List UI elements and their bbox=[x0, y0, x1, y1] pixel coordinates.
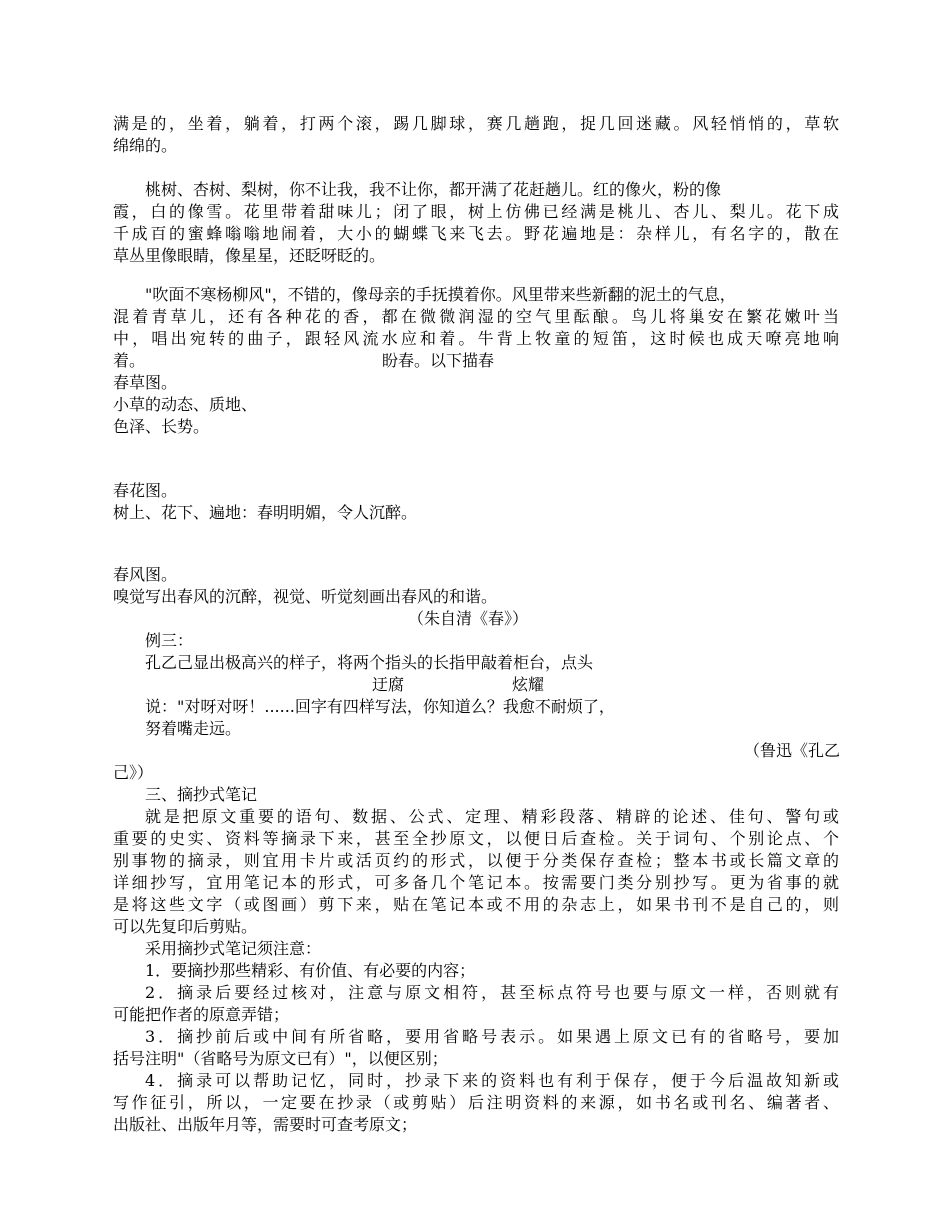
p3-line: 混着青草儿，还有各种花的香，都在微微润湿的空气里酝酿。鸟儿将巢安在繁花嫩叶当 bbox=[113, 307, 839, 326]
example-annotation: 炫耀 bbox=[512, 675, 545, 694]
p1-line: 满是的，坐着，躺着，打两个滚，踢几脚球，赛几趟跑，捉几回迷藏。风轻悄悄的，草软 bbox=[113, 114, 839, 133]
p3-line: 着。 bbox=[113, 351, 146, 370]
flower-title: 春花图。 bbox=[113, 481, 178, 500]
example-label: 例三： bbox=[145, 631, 194, 650]
section-paragraph-line: 可以先复印后剪贴。 bbox=[113, 917, 258, 936]
p3-line-annotation: 盼春。以下描春 bbox=[382, 351, 495, 370]
section-paragraph-line: 详细抄写，宜用笔记本的形式，可多备几个笔记本。按需要门类分别抄写。更为省事的就 bbox=[113, 873, 839, 892]
notes-item: 出版社、出版年月等，需要时可查考原文； bbox=[113, 1115, 418, 1134]
grass-desc: 色泽、长势。 bbox=[113, 417, 210, 436]
section-paragraph-line: 重要的史实、资料等摘录下来，甚至全抄原文，以便日后查检。关于词句、个别论点、个 bbox=[113, 829, 839, 848]
section-paragraph-line: 就是把原文重要的语句、数据、公式、定理、精彩段落、精辟的论述、佳句、警句或 bbox=[145, 807, 839, 826]
notes-item: 4．摘录可以帮助记忆，同时，抄录下来的资料也有利于保存，便于今后温故知新或 bbox=[145, 1071, 839, 1090]
example-annotation: 迂腐 bbox=[372, 675, 405, 694]
example-line: 说："对呀对呀！......回字有四样写法，你知道么？我愈不耐烦了， bbox=[145, 697, 615, 716]
wind-title: 春风图。 bbox=[113, 565, 178, 584]
p2-line: 草丛里像眼睛，像星星，还眨呀眨的。 bbox=[113, 246, 386, 265]
p2-line: 千成百的蜜蜂嗡嗡地闹着，大小的蝴蝶飞来飞去。野花遍地是：杂样儿，有名字的，散在 bbox=[113, 224, 839, 243]
notes-item: 2．摘录后要经过核对，注意与原文相符，甚至标点符号也要与原文一样，否则就有 bbox=[145, 983, 839, 1002]
notes-item: 3．摘抄前后或中间有所省略，要用省略号表示。如果遇上原文已有的省略号，要加 bbox=[145, 1027, 839, 1046]
example-line: 努着嘴走远。 bbox=[145, 719, 242, 738]
p3-line: 中，唱出宛转的曲子，跟轻风流水应和着。牛背上牧童的短笛，这时候也成天嘹亮地响 bbox=[113, 329, 839, 348]
grass-title: 春草图。 bbox=[113, 373, 178, 392]
section-heading: 三、摘抄式笔记 bbox=[145, 785, 258, 804]
notes-item: 1．要摘抄那些精彩、有价值、有必要的内容； bbox=[145, 961, 476, 980]
p2-line: 霞，白的像雪。花里带着甜味儿；闭了眼，树上仿佛已经满是桃儿、杏儿、梨儿。花下成 bbox=[113, 202, 839, 221]
notes-item: 写作征引，所以，一定要在抄录（或剪贴）后注明资料的来源，如书名或刊名、编著者、 bbox=[113, 1093, 839, 1112]
p1-line: 绵绵的。 bbox=[113, 136, 178, 155]
example-source: （鲁迅《孔乙 bbox=[743, 741, 840, 760]
p2-line: 桃树、杏树、梨树，你不让我，我不让你，都开满了花赶趟儿。红的像火，粉的像 bbox=[145, 180, 722, 199]
notes-intro: 采用摘抄式笔记须注意： bbox=[145, 939, 322, 958]
notes-item: 可能把作者的原意弄错； bbox=[113, 1005, 290, 1024]
example-line: 孔乙己显出极高兴的样子，将两个指头的长指甲敲着柜台，点头 bbox=[145, 653, 594, 672]
source-citation: （朱自清《春》） bbox=[408, 609, 529, 628]
wind-desc: 嗅觉写出春风的沉醉，视觉、听觉刻画出春风的和谐。 bbox=[113, 587, 498, 606]
grass-desc: 小草的动态、质地、 bbox=[113, 395, 258, 414]
flower-desc: 树上、花下、遍地：春明明媚，令人沉醉。 bbox=[113, 503, 418, 522]
notes-item: 括号注明"（省略号为原文已有）"，以便区别； bbox=[113, 1049, 448, 1068]
p3-line: "吹面不寒杨柳风"，不错的，像母亲的手抚摸着你。风里带来些新翻的泥土的气息， bbox=[145, 285, 736, 304]
example-source: 己》） bbox=[113, 763, 154, 782]
section-paragraph-line: 别事物的摘录，则宜用卡片或活页约的形式，以便于分类保存查检；整本书或长篇文章的 bbox=[113, 851, 839, 870]
section-paragraph-line: 是将这些文字（或图画）剪下来，贴在笔记本或不用的杂志上，如果书刊不是自己的，则 bbox=[113, 895, 839, 914]
